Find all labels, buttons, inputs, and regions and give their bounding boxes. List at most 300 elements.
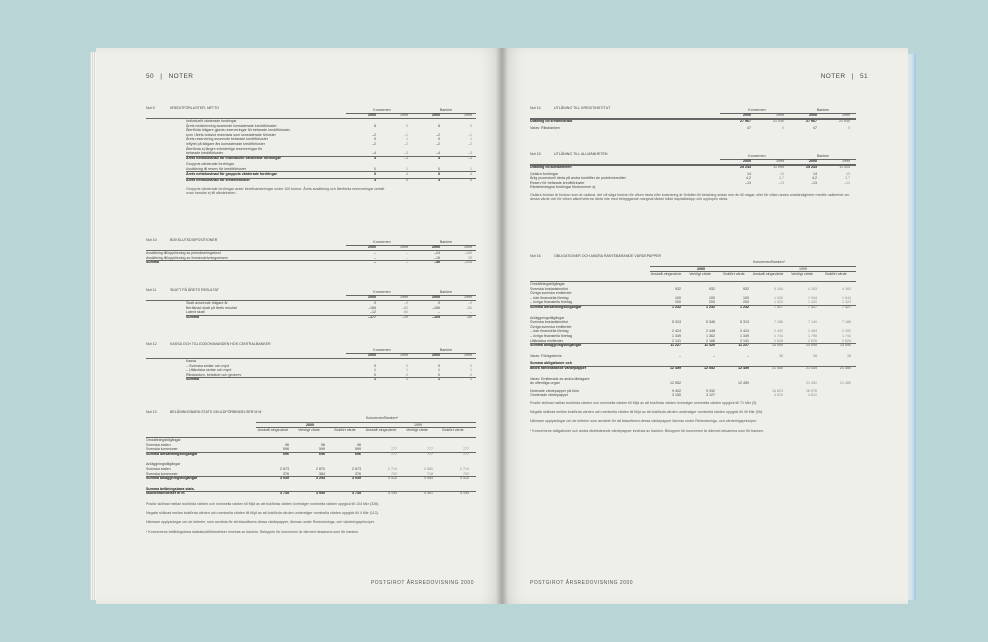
total-rule — [146, 260, 476, 261]
row-label: Osäkra fordringar — [530, 171, 558, 176]
cell-value: 2 448 — [706, 329, 715, 334]
cell-value: 777 — [391, 447, 397, 452]
note-paragraph: Positiv skillnad mellan bokförda värden och nominella värden till följd av att bokförda värden överstiger nominella värden uppgick till 71 Mkr (3). — [530, 401, 758, 405]
cell-value: 0 — [470, 123, 472, 128]
cell-value: 47 — [813, 125, 817, 130]
cell-value: 25 243 — [740, 165, 751, 169]
row-label: Svenska staten — [146, 442, 171, 447]
year-label: 2000 — [368, 353, 376, 357]
cell-value: 0 — [438, 301, 440, 305]
group-header: Banken — [816, 154, 830, 158]
cell-value: 2 628 — [774, 338, 783, 343]
cell-value: 1 — [470, 137, 472, 142]
cell-value: 3,7 — [845, 176, 850, 181]
row-label: Utlåning till allmänheten — [530, 165, 572, 169]
cell-value: 96 — [321, 442, 325, 447]
cell-value: 0 — [470, 178, 472, 183]
cell-value: 8 — [438, 123, 440, 128]
row-label: Varav: Förlagsbevis — [530, 353, 562, 358]
table-row — [530, 354, 856, 359]
cell-value: 3 745 — [352, 491, 361, 496]
cell-value: 2 673 — [352, 467, 361, 471]
cell-value: 60 — [404, 310, 408, 315]
cell-value: 0 — [438, 171, 440, 176]
cell-value: 3 416 — [460, 476, 469, 481]
column-header: Bokfört värde — [825, 271, 847, 276]
cell-value: 696 — [355, 451, 361, 456]
row-label: än offentliga organ — [530, 381, 560, 386]
cell-value: 932 — [709, 286, 715, 291]
year-label: 1999 — [776, 159, 784, 163]
cell-value: –13 — [745, 180, 751, 185]
year-label: 1999 — [799, 266, 807, 271]
cell-value: 14 — [813, 171, 817, 176]
cell-value: –13 — [844, 180, 850, 185]
group-header: Banken — [816, 108, 830, 112]
cell-value: 12 459 — [670, 366, 681, 370]
row-label: Beräknad skatt på årets resultat — [186, 305, 237, 310]
cell-value: 38 — [847, 353, 851, 358]
year-label: 2000 — [368, 295, 376, 299]
row-label: Räntebedragna fordringar förekommer ej. — [530, 185, 597, 190]
row-label: Reserv för befarade kreditförluster — [530, 180, 585, 185]
note-title: OBLIGATIONER OCH ANDRA RÄNTEBÄRANDE VÄRDEPAPPER — [554, 254, 662, 258]
cell-value: 0 — [374, 363, 376, 368]
note-number: Not 10 — [146, 238, 157, 242]
cell-value: 27 967 — [806, 119, 817, 123]
year-label: 2000 — [809, 113, 817, 117]
column-header: Anskaff-ningsvärde — [257, 427, 289, 432]
year-label: 2000 — [809, 159, 817, 163]
note-number: Not 14 — [530, 106, 541, 110]
total-rule — [186, 315, 476, 316]
year-label: 2000 — [743, 113, 751, 117]
cell-value: –2 — [468, 142, 472, 146]
note-paragraph: Närmare upplysningar om de kriterier, som använts för att klassificera dessa värdepapper, lämnas under Redovisnings- och värderingsprinciper. — [146, 519, 375, 524]
cell-value: 2 880 — [424, 467, 433, 471]
cell-value: 1 320 — [842, 300, 851, 305]
cell-value: 21 040 — [839, 119, 850, 123]
left-page — [96, 48, 502, 604]
cell-value: 11 095 — [773, 165, 784, 169]
cell-value: 4 361 — [424, 491, 433, 496]
cell-value: – — [406, 260, 408, 265]
row-label: – övriga finansiella företag — [530, 300, 572, 305]
cell-value: 2 424 — [740, 329, 749, 334]
year-label: 2000 — [368, 113, 376, 117]
cell-value: 27 967 — [740, 119, 751, 123]
column-header: Anskaff-ningsvärde — [365, 427, 397, 432]
table-row — [530, 366, 856, 371]
note-title: UTLÅNING TILL KREDITINSTITUT — [554, 106, 611, 110]
cell-value: 4 163 — [842, 286, 851, 291]
note-title: SKATT PÅ ÅRETS RESULTAT — [170, 288, 219, 292]
year-label: 2000 — [306, 422, 314, 427]
row-label: Summa anläggningstillgångar — [530, 343, 582, 348]
year-label: 2000 — [368, 245, 376, 249]
year-label: 1999 — [400, 295, 408, 299]
row-label: Varav: Riksbanken — [530, 125, 560, 130]
row-label: Svenska bostadsinstitut — [530, 286, 568, 291]
table-header: Koncernen/Banken* — [753, 260, 785, 264]
cell-value: 7 427 — [808, 305, 817, 309]
cell-value: –9 — [404, 301, 408, 305]
cell-value: 1 — [470, 377, 472, 382]
cell-value: 696 — [319, 451, 325, 456]
cell-value: 2 714 — [388, 467, 397, 471]
total-rule — [530, 305, 856, 306]
year-label: 1999 — [842, 113, 850, 117]
cell-value: –2 — [404, 142, 408, 146]
cell-value: –2 — [372, 132, 376, 137]
row-label: som i årets bokslut redovisas som konstaterade förluster — [186, 132, 276, 137]
column-header: Bokfört värde — [723, 271, 745, 276]
cell-value: –24 — [434, 251, 440, 255]
cell-value: 200 — [675, 300, 681, 305]
cell-value: 1 320 — [774, 300, 783, 305]
group-header: Banken — [439, 348, 453, 352]
cell-value: 96 — [357, 442, 361, 447]
cell-value: –13 — [811, 180, 817, 185]
cell-value: –9 — [468, 301, 472, 305]
cell-value: 7 427 — [842, 305, 851, 309]
year-label: 1999 — [464, 353, 472, 357]
table-row — [530, 393, 856, 398]
cell-value: 12 552 — [670, 381, 681, 386]
cell-value: 4 — [438, 178, 440, 183]
cell-value: 5 346 — [706, 320, 715, 325]
cell-value: 1 — [470, 171, 472, 176]
note-paragraph: Positiv skillnad mellan bokförda värden och nominella värden till följd av att bokförda värden överstiger nominella värden uppgick till 104 Mkr (336). — [146, 502, 380, 506]
cell-value: 777 — [427, 447, 433, 452]
cell-value: 4,2 — [812, 176, 817, 181]
cell-value: 4,2 — [746, 176, 751, 181]
cell-value: – — [374, 255, 376, 260]
cell-value: 0 — [470, 363, 472, 368]
cell-value: 25 243 — [806, 165, 817, 169]
row-label: Summa — [186, 314, 199, 319]
row-label: befarade kreditförluster — [186, 151, 223, 156]
cell-value: 0 — [406, 123, 408, 128]
cell-value: 25 — [468, 255, 472, 260]
section-title: NOTER — [820, 73, 846, 80]
cell-value: –1 — [468, 155, 472, 160]
year-label: 1999 — [464, 245, 472, 249]
cell-value: 1 — [438, 377, 440, 382]
row-label: Anläggningstillgångar — [146, 462, 181, 467]
row-label: andra räntebärande värdepapper — [530, 366, 587, 370]
cell-value: 14 008 — [806, 343, 817, 348]
left-page-header: 50 | NOTER — [146, 73, 194, 80]
row-label: – icke finansiella företag — [530, 295, 569, 300]
note-number: Not 11 — [146, 288, 157, 292]
cell-value: 0 — [438, 137, 440, 142]
cell-value: –80 — [466, 305, 472, 310]
cell-value: 4 193 — [388, 491, 397, 496]
note-title: UTLÅNING TILL ALLMÄNHETEN — [554, 152, 608, 156]
cell-value: 1 — [470, 167, 472, 171]
cell-value: 13 — [846, 171, 850, 176]
year-label: 1999 — [400, 245, 408, 249]
row-label: Årets nettokostnad för gruppvis värderade fordringar — [186, 171, 278, 176]
table-row — [530, 381, 856, 386]
row-label: Summa belåningsbara stats- — [146, 486, 195, 491]
total-rule — [530, 119, 856, 120]
cell-value: 0 — [438, 372, 440, 377]
cell-value: –1 — [468, 132, 472, 137]
row-label: – Utländska sedlar och mynt — [186, 368, 232, 373]
cell-value: 11 227 — [670, 343, 681, 348]
note-paragraph: Negativ skillnad mellan bokförda värden och nominella värden till följd av att bokförda värden understiger nominella värden uppgick till 49 Mkr (95). — [530, 409, 764, 414]
cell-value: 0 — [406, 363, 408, 368]
row-label: Summa — [146, 260, 159, 265]
row-label: Svenska kommuner — [146, 471, 178, 476]
row-label: Svenska bostadsinstitut — [530, 320, 568, 325]
cell-value: 599 — [319, 447, 325, 452]
cell-value: 200 — [743, 300, 749, 305]
group-header: Koncernen — [373, 348, 391, 352]
cell-value: 1 — [374, 368, 376, 373]
open-annual-report — [96, 48, 908, 604]
cell-value: 0 — [374, 171, 376, 176]
page-number: 51 — [859, 73, 868, 80]
cell-value: 599 — [355, 447, 361, 452]
year-label: 1999 — [464, 295, 472, 299]
row-label: Övriga svenska emittenter — [530, 324, 572, 329]
row-label: Riksbanken, betalkort och girobrev — [186, 372, 242, 377]
row-label: – icke finansiella företag — [530, 329, 569, 334]
cell-value: –4 — [436, 151, 440, 156]
cell-value: 21 040 — [773, 119, 784, 123]
cell-value: 932 — [743, 286, 749, 291]
cell-value: 2 166 — [706, 338, 715, 343]
row-label: Övriga svenska emittenter — [530, 291, 572, 296]
cell-value: 21 480 — [840, 366, 851, 370]
cell-value: 777 — [463, 447, 469, 452]
cell-value: 2 628 — [842, 338, 851, 343]
cell-value: 4 — [438, 155, 440, 160]
cell-value: –214 — [464, 260, 472, 265]
cell-value: 4 — [374, 178, 376, 183]
column-header: Verkligt värde — [791, 271, 813, 276]
cell-value: –80 — [402, 305, 408, 310]
cell-value: 16 576 — [806, 388, 817, 393]
cell-value: 7 140 — [808, 320, 817, 325]
cell-value: 3 254 — [316, 476, 325, 481]
page-number: 50 — [146, 73, 155, 80]
cell-value: 9 332 — [706, 388, 715, 393]
right-page-footer: POSTGIROT ÅRSREDOVISNING 2000 — [530, 580, 634, 586]
cell-value: 1 232 — [740, 305, 749, 309]
year-label: 1999 — [776, 113, 784, 117]
cell-value: 1 349 — [672, 334, 681, 338]
cell-value: 2 492 — [842, 329, 851, 334]
row-label: Varav: Emitterade av andra låntagare — [530, 376, 590, 381]
column-header: Anskaff-ningsvärde — [752, 271, 784, 276]
cell-value: 1 — [406, 368, 408, 373]
column-header: Verkligt värde — [406, 427, 428, 432]
cell-value: 100 — [743, 295, 749, 300]
cell-value: 2 141 — [740, 338, 749, 343]
note-number: Not 9 — [146, 106, 155, 110]
cell-value: 11 320 — [704, 343, 715, 348]
year-label: 1999 — [414, 422, 422, 427]
note-paragraph: * Koncernens belåningsbara statsskuldförbindelser innehas av banken. Beloppen för koncernen är därmed desamma som för banken. — [146, 530, 360, 535]
cell-value: 13 — [780, 171, 784, 176]
cell-value: 718 — [427, 471, 433, 476]
cell-value: –165 — [432, 305, 440, 310]
total-rule — [146, 491, 476, 492]
group-header: Koncernen — [373, 290, 391, 294]
cell-value: 0 — [438, 167, 440, 171]
cell-value: 1 — [406, 171, 408, 176]
note-paragraph: Negativ skillnad mellan bokförda värden och nominella värden till följd av att bokförda värden understiger nominella värden uppgick till 4 Mkr (113). — [146, 510, 379, 515]
cell-value: 7 186 — [774, 320, 783, 325]
cell-value: 7 186 — [842, 320, 851, 325]
total-rule — [186, 171, 476, 172]
cell-value: –4 — [372, 151, 376, 156]
table-row — [530, 185, 856, 190]
cell-value: 3 049 — [352, 476, 361, 481]
cell-value: 3 416 — [388, 476, 397, 481]
cell-value: 932 — [675, 286, 681, 291]
right-page-header: NOTER | 51 — [820, 73, 868, 80]
cell-value: 0 — [470, 372, 472, 377]
row-label: Summa obligationer och — [530, 361, 572, 366]
row-label: Inflytet på tidigare års konstaterade kreditförluster — [186, 142, 265, 146]
row-label: Avsättning till/upplösning av överavskrivningsreserv — [146, 255, 229, 260]
total-rule — [146, 476, 476, 477]
cell-value: 1 — [470, 368, 472, 373]
group-header: Banken — [439, 108, 453, 112]
row-label: Individuellt värderade fordringar — [186, 119, 237, 123]
cell-value: 21 480 — [840, 381, 851, 386]
year-label: 2000 — [432, 353, 440, 357]
cell-value: 0 — [406, 178, 408, 183]
cell-value: –16 — [434, 255, 440, 260]
cell-value: –3 — [468, 151, 472, 156]
cell-value: 1 — [374, 377, 376, 382]
cell-value: 2 714 — [460, 467, 469, 471]
column-header: Anskaff-ningsvärde — [650, 271, 682, 276]
cell-value: 1 — [406, 167, 408, 171]
cell-value: 4 163 — [808, 286, 817, 291]
row-label: Svenska kommuner — [146, 447, 178, 452]
cell-value: 4 164 — [774, 286, 783, 291]
note-text: Gruppvis värderade fordringar avser lönefinansieringar under 100 kronor. Årets avsättning och återförda reserveringar omfatt ovan handlar ej till allmänheten. — [186, 186, 385, 196]
cell-value: 696 — [283, 451, 289, 456]
cell-value: 2 870 — [316, 467, 325, 471]
cell-value: 1 362 — [706, 334, 715, 338]
cell-value: 1 744 — [774, 334, 783, 338]
cell-value: 8 — [374, 123, 376, 128]
cell-value: –12 — [370, 310, 376, 315]
total-rule — [186, 156, 476, 157]
cell-value: 96 — [285, 442, 289, 447]
cell-value: 21 492 — [806, 381, 817, 386]
cell-value: 0 — [782, 125, 784, 130]
cell-value: 2 141 — [672, 338, 681, 343]
row-label: Årets nettokostnad för individuellt värderade fordringar — [186, 155, 281, 160]
cell-value: –1 — [404, 132, 408, 137]
cell-value: 376 — [355, 471, 361, 476]
total-rule — [186, 377, 476, 378]
cell-value: 1 349 — [740, 334, 749, 338]
cell-value: – — [679, 353, 681, 358]
year-label: 2000 — [743, 159, 751, 163]
cell-value: 702 — [463, 471, 469, 476]
year-label: 2000 — [432, 245, 440, 249]
column-header: Verkligt värde — [298, 427, 320, 432]
group-header: Banken — [439, 290, 453, 294]
cell-value: 11 424 — [839, 165, 850, 169]
year-label: 1999 — [842, 159, 850, 163]
cell-value: 14 050 — [772, 343, 783, 348]
total-rule — [186, 178, 476, 179]
row-label: Kassa — [186, 359, 196, 363]
note-title: KASSA OCH TILLGODOHAVANDEN HOS CENTRALBANKER — [170, 342, 271, 346]
note-title: BOKSLUTSDISPOSITIONER — [170, 238, 218, 242]
cell-value: 1 232 — [672, 305, 681, 309]
row-label: – Svenska sedlar och mynt — [186, 363, 230, 368]
note-title: BELÅNINGSBARA STATS-SKULDFÖRBINDELSER M M — [170, 410, 262, 414]
column-header: Bokfört värde — [334, 427, 356, 432]
cell-value: 0 — [406, 372, 408, 377]
cell-value: 3 049 — [280, 476, 289, 481]
row-label: Omsättningstillgångar — [146, 438, 181, 442]
total-rule — [530, 366, 856, 367]
total-rule — [530, 165, 856, 166]
cell-value: 21 435 — [806, 366, 817, 370]
cell-value: 702 — [391, 471, 397, 476]
note-paragraph: * Koncernens obligationer och andra räntebärande värdepapper innehas av banken. Beloppen för koncernen är därmed desamma som för banken. — [530, 429, 764, 434]
cell-value: 12 459 — [738, 381, 749, 386]
cell-value: 47 — [747, 125, 751, 130]
cell-value: – — [374, 260, 376, 265]
cell-value: –29 — [402, 314, 408, 319]
table-row — [530, 126, 856, 131]
cell-value: 14 — [747, 171, 751, 176]
cell-value: 5 313 — [740, 320, 749, 325]
row-label: Utlåning till kreditinstitut — [530, 119, 573, 123]
note-number: Not 12 — [146, 342, 157, 346]
cell-value: 100 — [709, 295, 715, 300]
cell-value: 0 — [374, 137, 376, 142]
group-header: Koncernen — [373, 108, 391, 112]
cell-value: 0 — [374, 167, 376, 171]
cell-value: –1 — [404, 155, 408, 160]
cell-value: –3 — [404, 151, 408, 156]
cell-value: 4 810 — [774, 393, 783, 398]
row-label: Anläggningstillgångar — [530, 315, 565, 320]
year-label: 1999 — [400, 113, 408, 117]
cell-value: 7 427 — [774, 305, 783, 309]
year-label: 2000 — [432, 295, 440, 299]
cell-value: –177 — [368, 314, 376, 319]
note-text: Osäkra fordran är fordran som är osäkral, det vill säga fordran för vilken ränta eller kostnaring är förfallen till betalning sedan mer än 60 dagar, eller för vilken andra omständigheter medför osäkerhet om dessa värde och för vilken säkerheterna ränta inte med betryggande marginal täcker både kapitalbelopp och upplupen ränta. — [530, 193, 850, 202]
cell-value: –165 — [368, 305, 376, 310]
cell-value: 3 127 — [706, 393, 715, 398]
group-header: Koncernen — [748, 108, 766, 112]
cell-value: – — [470, 310, 472, 315]
cell-value: –40 — [434, 260, 440, 265]
cell-value: 1 940 — [774, 295, 783, 300]
cell-value: – — [406, 255, 408, 260]
cell-value: 3,7 — [779, 176, 784, 181]
cell-value: 4 193 — [460, 491, 469, 496]
cell-value: 3 150 — [672, 393, 681, 398]
cell-value: –13 — [778, 180, 784, 185]
